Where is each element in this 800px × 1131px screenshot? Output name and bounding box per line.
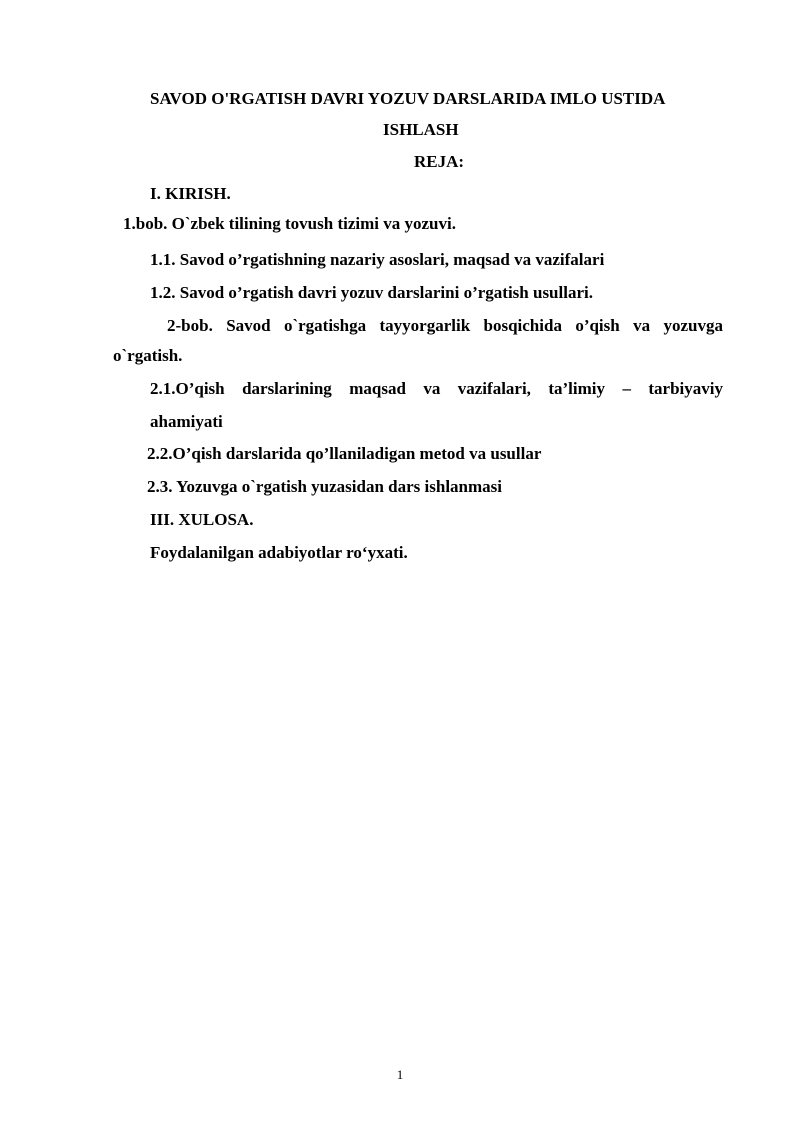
plan-item-chapter-1: 1.bob. O`zbek tilining tovush tizimi va yozuvi. — [123, 214, 456, 233]
word: va — [633, 316, 651, 335]
word: yozuvga — [663, 316, 723, 335]
word: o`rgatishga — [283, 316, 367, 335]
plan-heading: REJA: — [414, 152, 465, 171]
word: vazifalari, — [457, 379, 531, 398]
word: o’qish — [575, 316, 620, 335]
word: darslarining — [242, 379, 332, 398]
plan-item-1-2: 1.2. Savod o’rgatish davri yozuv darslarini o’rgatish usullari. — [150, 283, 593, 302]
plan-item-references: Foydalanilgan adabiyotlar ro‘yxati. — [150, 543, 408, 562]
plan-item-introduction: I. KIRISH. — [150, 184, 231, 203]
word: maqsad — [349, 379, 406, 398]
plan-item-2-1-continuation: ahamiyati — [150, 412, 223, 431]
plan-item-2-2: 2.2.O’qish darslarida qo’llaniladigan metod va usullar — [147, 444, 542, 463]
word: ta’limiy — [548, 379, 606, 398]
document-title-line-1: SAVOD O'RGATISH DAVRI YOZUV DARSLARIDA IMLO USTIDA — [150, 89, 666, 108]
plan-item-chapter-2-continuation: o`rgatish. — [113, 346, 183, 365]
word: Savod — [226, 316, 271, 335]
word: 2-bob. — [167, 316, 213, 335]
plan-item-2-3: 2.3. Yozuvga o`rgatish yuzasidan dars ishlanmasi — [147, 477, 503, 496]
word: tarbiyaviy — [648, 379, 723, 398]
page-number: 1 — [396, 1067, 404, 1082]
word: bosqichida — [483, 316, 562, 335]
word: – — [622, 379, 631, 398]
plan-item-conclusion: III. XULOSA. — [150, 510, 254, 529]
document-title-line-2: ISHLASH — [383, 120, 459, 139]
plan-item-1-1: 1.1. Savod o’rgatishning nazariy asoslari, maqsad va vazifalari — [150, 250, 605, 269]
plan-item-2-1 — [150, 378, 723, 400]
word: tayyorgarlik — [379, 316, 471, 335]
plan-item-chapter-2 — [167, 315, 723, 337]
word: 2.1.O’qish — [150, 379, 225, 398]
word: va — [423, 379, 441, 398]
